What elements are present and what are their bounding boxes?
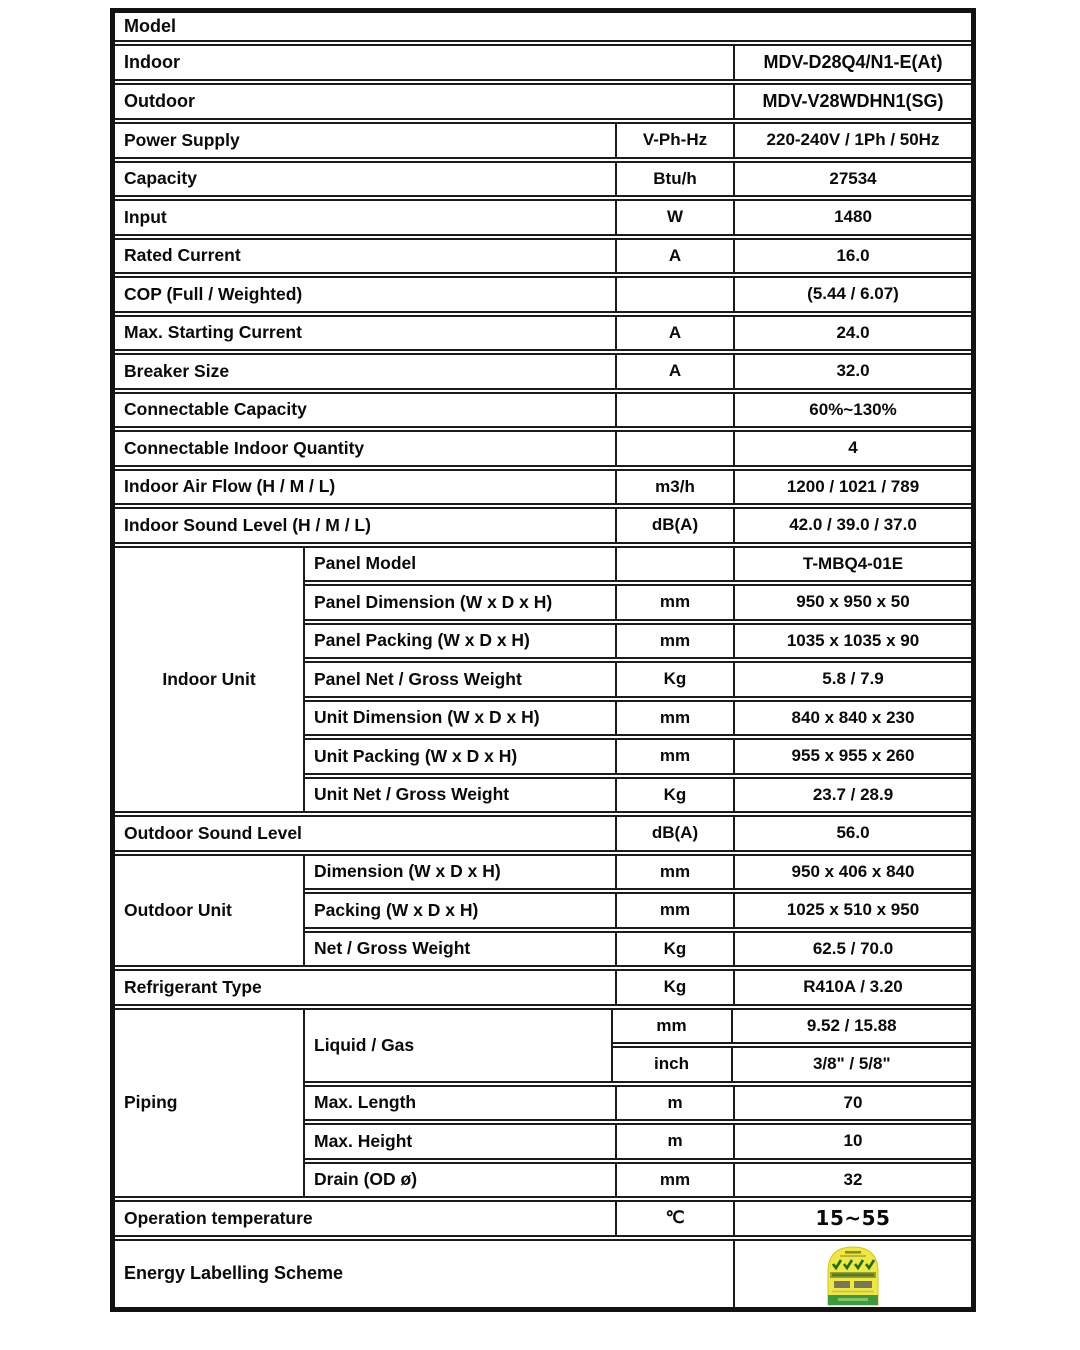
row-label: Power Supply <box>124 129 240 150</box>
value-cell <box>733 1241 971 1307</box>
table-row <box>115 507 971 544</box>
energy-label-icon-svg <box>824 1242 882 1306</box>
unit-cell: ℃ <box>615 1202 733 1235</box>
table-row <box>613 1010 972 1045</box>
table-row <box>115 199 971 236</box>
value-cell: 16.0 <box>733 240 971 273</box>
row-label: Operation temperature <box>124 1207 313 1228</box>
value-cell: R410A / 3.20 <box>733 971 971 1004</box>
row-label: Drain (OD ø) <box>314 1169 418 1190</box>
group-body <box>303 548 971 812</box>
row-label: Indoor <box>124 52 180 72</box>
row-label: Indoor Sound Level (H / M / L) <box>124 514 371 535</box>
row-label: Panel Packing (W x D x H) <box>314 630 530 651</box>
unit-cell: mm <box>615 894 733 927</box>
unit-cell: mm <box>615 625 733 658</box>
unit-cell <box>615 548 733 581</box>
value-cell: (5.44 / 6.07) <box>733 278 971 311</box>
value-cell: 9.52 / 15.88 <box>731 1010 972 1043</box>
table-row <box>305 1085 971 1122</box>
table-row <box>115 161 971 198</box>
value-cell: 23.7 / 28.9 <box>733 779 971 812</box>
table-row <box>305 856 971 891</box>
table-row <box>115 1239 971 1307</box>
table-row <box>115 1200 971 1237</box>
unit-cell: m <box>615 1125 733 1158</box>
unit-cell: dB(A) <box>615 509 733 542</box>
value-cell: 32.0 <box>733 355 971 388</box>
table-row <box>305 623 971 660</box>
row-label: Model <box>124 16 176 36</box>
group-body <box>303 1010 971 1197</box>
table-row <box>115 44 971 81</box>
row-label: Panel Net / Gross Weight <box>314 668 522 689</box>
table-row <box>305 738 971 775</box>
row-label: Dimension (W x D x H) <box>314 861 501 882</box>
row-label: Connectable Indoor Quantity <box>124 437 365 458</box>
value-cell: 62.5 / 70.0 <box>733 933 971 966</box>
table-row <box>115 430 971 467</box>
unit-cell: mm <box>615 740 733 773</box>
row-label: Max. Height <box>314 1130 413 1151</box>
table-row <box>305 1123 971 1160</box>
value-cell: 70 <box>733 1087 971 1120</box>
table-row <box>115 238 971 275</box>
group-body <box>303 856 971 966</box>
table-row <box>115 13 971 42</box>
value-cell: 220-240V / 1Ph / 50Hz <box>733 124 971 157</box>
table-row <box>115 469 971 506</box>
group-label: Outdoor Unit <box>124 899 232 920</box>
value-cell: 10 <box>733 1125 971 1158</box>
table-row <box>613 1046 972 1081</box>
row-label: Max. Starting Current <box>124 322 302 343</box>
row-label: Input <box>124 206 167 227</box>
value-cell: 32 <box>733 1164 971 1197</box>
row-label: Unit Packing (W x D x H) <box>314 745 518 766</box>
spec-table <box>110 8 976 1312</box>
unit-cell: Kg <box>615 779 733 812</box>
unit-cell: mm <box>615 1164 733 1197</box>
row-label: Indoor Air Flow (H / M / L) <box>124 476 336 497</box>
table-row <box>305 1162 971 1197</box>
row-label: Rated Current <box>124 245 241 266</box>
row-label: Unit Net / Gross Weight <box>314 784 510 805</box>
row-label: Liquid / Gas <box>314 1034 415 1055</box>
subrow-stack <box>611 1010 972 1081</box>
value-cell: 56.0 <box>733 817 971 850</box>
table-row <box>115 276 971 313</box>
table-row <box>115 83 971 120</box>
value-cell: MDV-V28WDHN1(SG) <box>733 85 971 118</box>
group-label: Piping <box>124 1092 178 1113</box>
value-cell: 60%~130% <box>733 394 971 427</box>
row-label: Net / Gross Weight <box>314 938 471 959</box>
table-row <box>305 661 971 698</box>
value-cell: 1035 x 1035 x 90 <box>733 625 971 658</box>
value-cell: 3/8" / 5/8" <box>731 1048 972 1081</box>
row-label: Max. Length <box>314 1092 417 1113</box>
value-cell: 42.0 / 39.0 / 37.0 <box>733 509 971 542</box>
unit-cell: A <box>615 240 733 273</box>
unit-cell <box>615 278 733 311</box>
group-label: Indoor Unit <box>162 668 256 689</box>
unit-cell: Kg <box>615 933 733 966</box>
energy-label-icon <box>735 1242 971 1306</box>
value-cell: 955 x 955 x 260 <box>733 740 971 773</box>
unit-cell: A <box>615 355 733 388</box>
unit-cell: Kg <box>615 971 733 1004</box>
unit-cell: A <box>615 317 733 350</box>
value-cell: 1025 x 510 x 950 <box>733 894 971 927</box>
table-row-group <box>115 1008 971 1199</box>
unit-cell: Kg <box>615 663 733 696</box>
unit-cell: m3/h <box>615 471 733 504</box>
unit-cell: m <box>615 1087 733 1120</box>
unit-cell: W <box>615 201 733 234</box>
row-label: Panel Dimension (W x D x H) <box>314 591 553 612</box>
unit-cell <box>615 432 733 465</box>
row-label: COP (Full / Weighted) <box>124 283 303 304</box>
unit-cell: mm <box>615 856 733 889</box>
unit-cell: V-Ph-Hz <box>615 124 733 157</box>
table-row <box>115 392 971 429</box>
table-row <box>305 700 971 737</box>
table-row <box>305 777 971 812</box>
value-cell: T-MBQ4-01E <box>733 548 971 581</box>
unit-cell: inch <box>654 1054 689 1074</box>
table-row-group <box>115 546 971 814</box>
row-label: Panel Model <box>314 553 417 574</box>
value-cell: 5.8 / 7.9 <box>733 663 971 696</box>
value-cell: MDV-D28Q4/N1-E(At) <box>733 46 971 79</box>
table-row <box>115 815 971 852</box>
value-cell: 27534 <box>733 163 971 196</box>
table-row <box>305 548 971 583</box>
value-cell: 950 x 406 x 840 <box>733 856 971 889</box>
row-label: Unit Dimension (W x D x H) <box>314 707 540 728</box>
table-row <box>305 1010 971 1083</box>
row-label: Outdoor Sound Level <box>124 822 302 843</box>
table-row <box>115 315 971 352</box>
unit-cell: Btu/h <box>615 163 733 196</box>
table-row <box>305 892 971 929</box>
unit-cell: mm <box>615 702 733 735</box>
table-row <box>305 931 971 966</box>
table-row <box>305 584 971 621</box>
unit-cell: dB(A) <box>615 817 733 850</box>
unit-cell: mm <box>656 1015 687 1035</box>
unit-cell <box>615 394 733 427</box>
value-cell: 15~55 <box>733 1202 971 1235</box>
value-cell: 4 <box>733 432 971 465</box>
row-label: Outdoor <box>124 91 195 111</box>
row-label: Packing (W x D x H) <box>314 899 479 920</box>
unit-cell: mm <box>615 586 733 619</box>
table-row <box>115 353 971 390</box>
row-label: Refrigerant Type <box>124 976 262 997</box>
table-row-group <box>115 854 971 968</box>
value-cell: 840 x 840 x 230 <box>733 702 971 735</box>
row-label: Energy Labelling Scheme <box>124 1263 344 1283</box>
value-cell: 24.0 <box>733 317 971 350</box>
row-label: Connectable Capacity <box>124 399 307 420</box>
row-label: Breaker Size <box>124 360 230 381</box>
value-cell: 1480 <box>733 201 971 234</box>
value-cell: 950 x 950 x 50 <box>733 586 971 619</box>
table-row <box>115 969 971 1006</box>
table-row <box>115 122 971 159</box>
row-label: Capacity <box>124 168 197 189</box>
value-cell: 1200 / 1021 / 789 <box>733 471 971 504</box>
